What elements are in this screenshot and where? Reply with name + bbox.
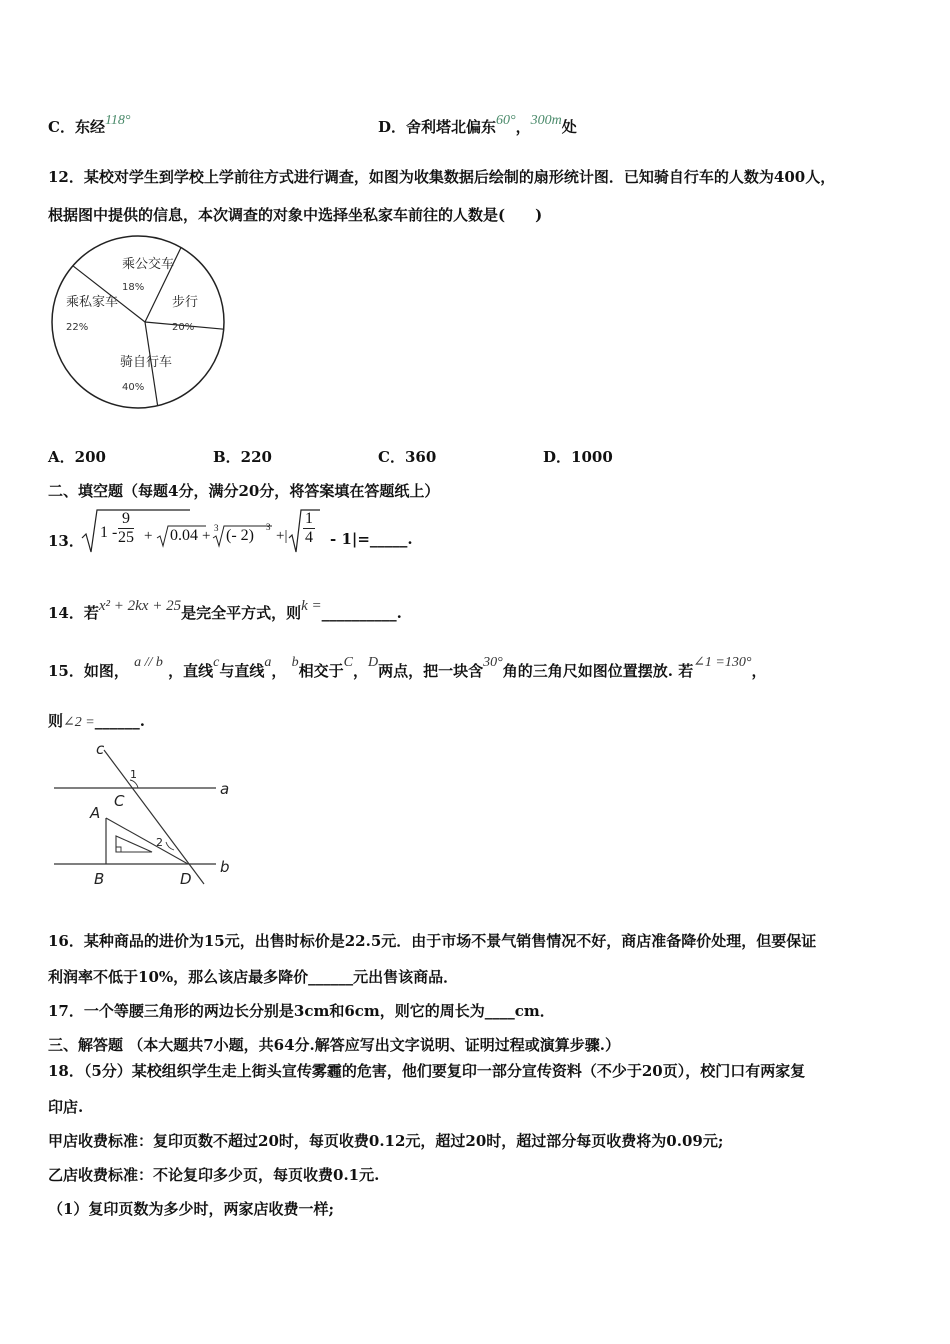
label-a: a [220, 780, 230, 798]
q15-t2: 与直线 [219, 662, 265, 680]
q14-blank: __________. [321, 604, 402, 622]
q15-t1: ，直线 [168, 662, 214, 680]
q14-prefix: 14．若 [48, 604, 99, 622]
q13-one-minus: 1 - [100, 524, 118, 541]
q15-m1: a // b [134, 655, 163, 670]
q14 [48, 594, 402, 622]
q15-m6: D [368, 655, 379, 670]
pie-slice-value: 20% [172, 322, 195, 333]
label-D: D [180, 870, 192, 888]
q13-tail: - 1|=_____. [330, 530, 413, 548]
q11-option-c-label: C．东经 [48, 118, 105, 136]
pie-slice-label: 乘私家车 [66, 295, 119, 310]
label-B: B [94, 870, 105, 888]
q12-option-b: B．220 [213, 448, 272, 466]
q15-m2: c [213, 655, 220, 670]
label-b: b [220, 858, 230, 876]
q13-plus-2: + [202, 528, 211, 544]
q11-option-d-math1: 60° [496, 113, 516, 128]
label-c: c [96, 740, 105, 758]
pie-chart [50, 234, 226, 410]
q15-line2-prefix: 则 [48, 712, 64, 730]
q11-option-c-math: 118° [104, 113, 131, 128]
section-3-heading: 三、解答题 （本大题共7小题，共64分.解答应写出文字说明、证明过程或演算步骤.） [48, 1036, 620, 1054]
q15-m7: 30° [483, 655, 503, 670]
q13-cbrt-exp: 3 [266, 522, 271, 532]
q15-m3: a [264, 655, 272, 670]
q15-t5: ， [352, 662, 368, 680]
q13-cbrt-body: (- 2) [226, 527, 254, 544]
q18-line-3: 甲店收费标准：复印页数不超过20时，每页收费0.12元，超过20时，超过部分每页收费将为0.09元; [48, 1132, 724, 1150]
pie-slice-label: 骑自行车 [120, 355, 173, 370]
q15-line-1 [48, 650, 767, 680]
q13-plus-1: + [144, 528, 153, 544]
q13-fraction-1 [118, 510, 134, 547]
label-A: A [90, 804, 101, 822]
q15-t8: ， [751, 662, 767, 680]
q13-fraction-2-den: 4 [305, 529, 313, 546]
q12-option-d: D．1000 [543, 448, 613, 466]
q15-blank: ______. [94, 712, 145, 730]
q13-sqrt-body-2: 0.04 [170, 527, 198, 544]
q15-t4: 相交于 [298, 662, 344, 680]
q15-t3: ， [271, 662, 287, 680]
q14-mid: 是完全平方式，则 [181, 604, 302, 622]
q15-t6: 两点，把一块含 [378, 662, 484, 680]
q15-t7: 角的三角尺如图位置摆放. 若 [502, 662, 694, 680]
q11-option-d [378, 113, 577, 137]
right-angle-mark [116, 847, 121, 852]
q13-number: 13． [48, 532, 84, 550]
q18-line-4: 乙店收费标准：不论复印多少页，每页收费0.1元. [48, 1166, 380, 1184]
section-2-heading: 二、填空题（每题4分，满分20分，将答案填在答题纸上） [48, 482, 440, 500]
q16-line-2: 利润率不低于10%，那么该店最多降价______元出售该商品． [48, 968, 459, 986]
q11-option-c [48, 113, 131, 137]
q14-expr: x² + 2kx + 25 [98, 598, 182, 614]
q15-m8: ∠1 =130° [693, 655, 752, 670]
q11-option-d-comma: ， [515, 118, 531, 136]
pie-slice-value: 18% [122, 282, 145, 293]
q13-fraction-2 [303, 510, 315, 547]
q15-m4: b [291, 655, 299, 670]
q12-line-2: 根据图中提供的信息，本次调查的对象中选择坐私家车前往的人数是( ) [48, 206, 543, 224]
q13-fraction-2-num: 1 [305, 510, 313, 527]
pie-slice-label: 步行 [172, 295, 199, 310]
q12-line-1: 12．某校对学生到学校上学前往方式进行调查，如图为收集数据后绘制的扇形统计图．已知骑自行车的人数为400人， [48, 168, 836, 186]
label-1: 1 [130, 768, 137, 781]
q13-plus-abs: +| [276, 528, 288, 544]
q11-option-d-suffix: 处 [561, 118, 577, 136]
q12-option-c: C．360 [378, 448, 437, 466]
q17-line: 17．一个等腰三角形的两边长分别是3cm和6cm，则它的周长为____cm． [48, 1002, 555, 1020]
q13-fraction-1-num: 9 [118, 510, 134, 529]
label-C: C [114, 792, 125, 810]
q14-var: k = [301, 598, 322, 614]
pie-slice-value: 22% [66, 322, 89, 333]
q15-m9: ∠2 = [63, 715, 95, 730]
q15-line-2 [48, 710, 145, 731]
q13-cbrt-index: 3 [214, 523, 219, 533]
label-2: 2 [156, 836, 163, 849]
q18-line-2: 印店. [48, 1098, 84, 1116]
q18-line-1: 18．（5分）某校组织学生走上街头宣传雾霾的危害，他们要复印一部分宣传资料（不少于20页），校门口有两家复 [48, 1062, 806, 1080]
angle-2-arc [166, 842, 174, 850]
pie-slice-value: 40% [122, 382, 145, 393]
q15-prefix: 15．如图， [48, 662, 129, 680]
q13-fraction-1-den: 25 [118, 529, 134, 546]
q12-option-a: A．200 [48, 448, 106, 466]
q11-option-d-label: D．舍利塔北偏东 [378, 118, 497, 136]
q18-line-5: （1）复印页数为多少时，两家店收费一样; [48, 1200, 334, 1218]
triangle-hyp-ad [106, 818, 188, 864]
q15-figure [48, 738, 248, 890]
q15-m5: C [343, 655, 353, 670]
q11-option-d-math2: 300m [530, 113, 562, 128]
q16-line-1: 16．某种商品的进价为15元，出售时标价是22.5元．由于市场不景气销售情况不好，商店准备降价处理，但要保证 [48, 932, 817, 950]
pie-slice-label: 乘公交车 [122, 257, 175, 272]
